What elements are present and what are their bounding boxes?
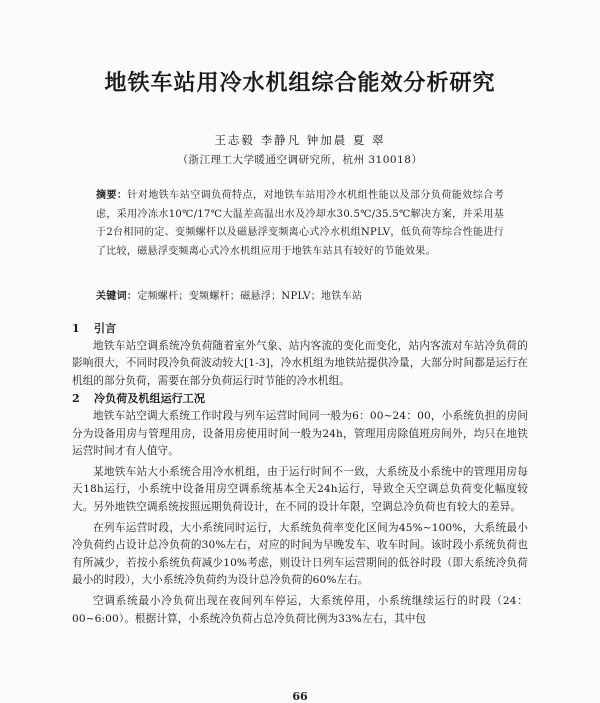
body-text xyxy=(72,320,528,628)
paper-title: 地铁车站用冷水机组综合能效分析研究 xyxy=(104,70,496,96)
page-number: 66 xyxy=(292,690,308,703)
paragraph: 某地铁车站大小系统合用冷水机组，由于运行时间不一致，大系统及小系统中的管理用房每天18h运行，小系统中设备用房空调系统基本全天24h运行，导致全天空调总负荷变化幅度较大。另外地铁空调系统按照远期负荷设计，在不同的设计年限，空调总冷负荷也有较大的差异。 xyxy=(72,465,528,513)
section-title: 冷负荷及机组运行工况 xyxy=(94,392,205,406)
abstract-label: 摘要： xyxy=(96,190,128,201)
section-heading-introduction xyxy=(72,320,528,338)
paragraph: 空调系统最小冷负荷出现在夜间列车停运，大系统停用，小系统继续运行的时段（24：00~6:00）。根据计算，小系统冷负荷占总冷负荷比例为33%左右，其中包 xyxy=(72,594,528,625)
section-heading-cooling-load xyxy=(72,390,528,408)
section-number: 2 xyxy=(72,392,80,406)
keywords-block xyxy=(96,289,504,305)
section-title: 引言 xyxy=(94,322,117,335)
section-number: 1 xyxy=(72,322,80,335)
abstract-block xyxy=(96,187,504,261)
paragraph: 地铁车站空调系统冷负荷随着室外气象、站内客流的变化而变化，站内客流对车站冷负荷的影响很大，不同时段冷负荷波动较大[1-3]，冷水机组为地铁站提供冷量，大部分时间都是运行在机组的部分负荷，需要在部分负荷运行时节能的冷水机组。 xyxy=(72,339,528,387)
paragraph: 地铁车站空调大系统工作时段与列车运营时间同一般为6：00~24：00，小系统负担的房间分为设备用房与管理用房，设备用房使用时间一般为24h，管理用房除值班房间外，均只在地铁运营时间才有人值守。 xyxy=(72,409,528,458)
author-list: 王志毅 李静凡 钟加晨 夏 翠 xyxy=(214,133,386,147)
paragraph: 在列车运营时段，大小系统同时运行，大系统负荷率变化区间为45%~100%，大系统最小冷负荷约占设计总冷负荷的30%左右，对应的时间为早晚发车、收车时间。该时段小系统负荷也有所减少，若按小系统负荷减少10%考虑，则设计日列车运营期间的低谷时段（即大系统冷负荷最小的时段），大小系统冷负荷约为设计总冷负荷的60%左右。 xyxy=(72,521,528,587)
keywords-text: 定频螺杆；变频螺杆；磁悬浮；NPLV；地铁车站 xyxy=(137,291,363,302)
keywords-label: 关键词： xyxy=(96,291,138,302)
author-affiliation: （浙江理工大学暖通空调研究所，杭州 310018） xyxy=(177,154,423,166)
abstract-text: 针对地铁车站空调负荷特点，对地铁车站用冷水机组性能以及部分负荷能效综合考虑，采用冷冻水10℃/17℃大温差高温出水及冷却水30.5℃/35.5℃解决方案，并采用基于2台相同的定、变频螺杆以及磁悬浮变频离心式冷水机组NPLV，低负荷等综合性能进行了比较，磁悬浮变频离心式冷水机组应用于地铁车站具有较好的节能效果。 xyxy=(96,190,504,257)
